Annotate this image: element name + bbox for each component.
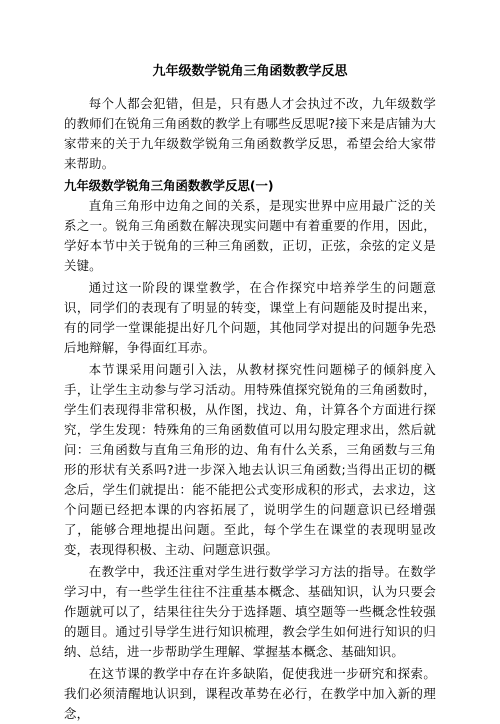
- document-title: 九年级数学锐角三角函数教学反思: [152, 64, 348, 79]
- body-paragraph: 直角三角形中边角之间的关系，是现实世界中应用最广泛的关系之一。锐角三角函数在解决现实问题中有着重要的作用，因此，学好本节中关于锐角的三种三角函数，正切，正弦，余弦的定义是关键。: [64, 198, 436, 273]
- body-paragraph: 在教学中，我还注重对学生进行数学学习方法的指导。在数学学习中，有一些学生往往不注重基本概念、基础知识，认为只要会作题就可以了，结果往往失分于选择题、填空题等一些概念性较强的题目。通过引导学生进行知识梳理，教会学生如何进行知识的归纳、总结，进一步帮助学生理解、掌握基本概念、基础知识。: [64, 564, 436, 659]
- intro-paragraph: 每个人都会犯错，但是，只有愚人才会执过不改，九年级数学的教师们在锐角三角函数的教学上有哪些反思呢?接下来是店铺为大家带来的关于九年级数学锐角三角函数教学反思，希望会给大家带来帮助。: [64, 96, 436, 171]
- body-paragraph: 在这节课的教学中存在许多缺陷，促使我进一步研究和探索。我们必须清醒地认识到，课程改革势在必行，在教学中加入新的理念，: [64, 666, 436, 721]
- section-heading: 九年级数学锐角三角函数教学反思(一): [64, 178, 274, 193]
- body-paragraph: 通过这一阶段的课堂教学，在合作探究中培养学生的问题意识，同学们的表现有了明显的转变，课堂上有问题能及时提出来，有的同学一堂课能提出好几个问题，其他同学对提出的问题争先恐后地辩解，争得面红耳赤。: [64, 280, 436, 355]
- body-paragraph: 本节课采用问题引入法，从教材探究性问题梯子的倾斜度入手，让学生主动参与学习活动。用特殊值探究锐角的三角函数时，学生们表现得非常积极，从作图，找边、角，计算各个方面进行探究，学生发现：特殊角的三角函数值可以用勾股定理求出，然后就问：三角函数与直角三角形的边、角有什么关系，三角函数与三角形的形状有关系吗?进一步深入地去认识三角函数;当得出正切的概念后，学生们就提出：能不能把公式变形成积的形式，去求边，这个问题已经把本课的内容拓展了，说明学生的问题意识已经增强了，能够合理地提出问题。至此，每个学生在课堂的表现明显改变，表现得积极、主动、问题意识强。: [64, 362, 436, 557]
